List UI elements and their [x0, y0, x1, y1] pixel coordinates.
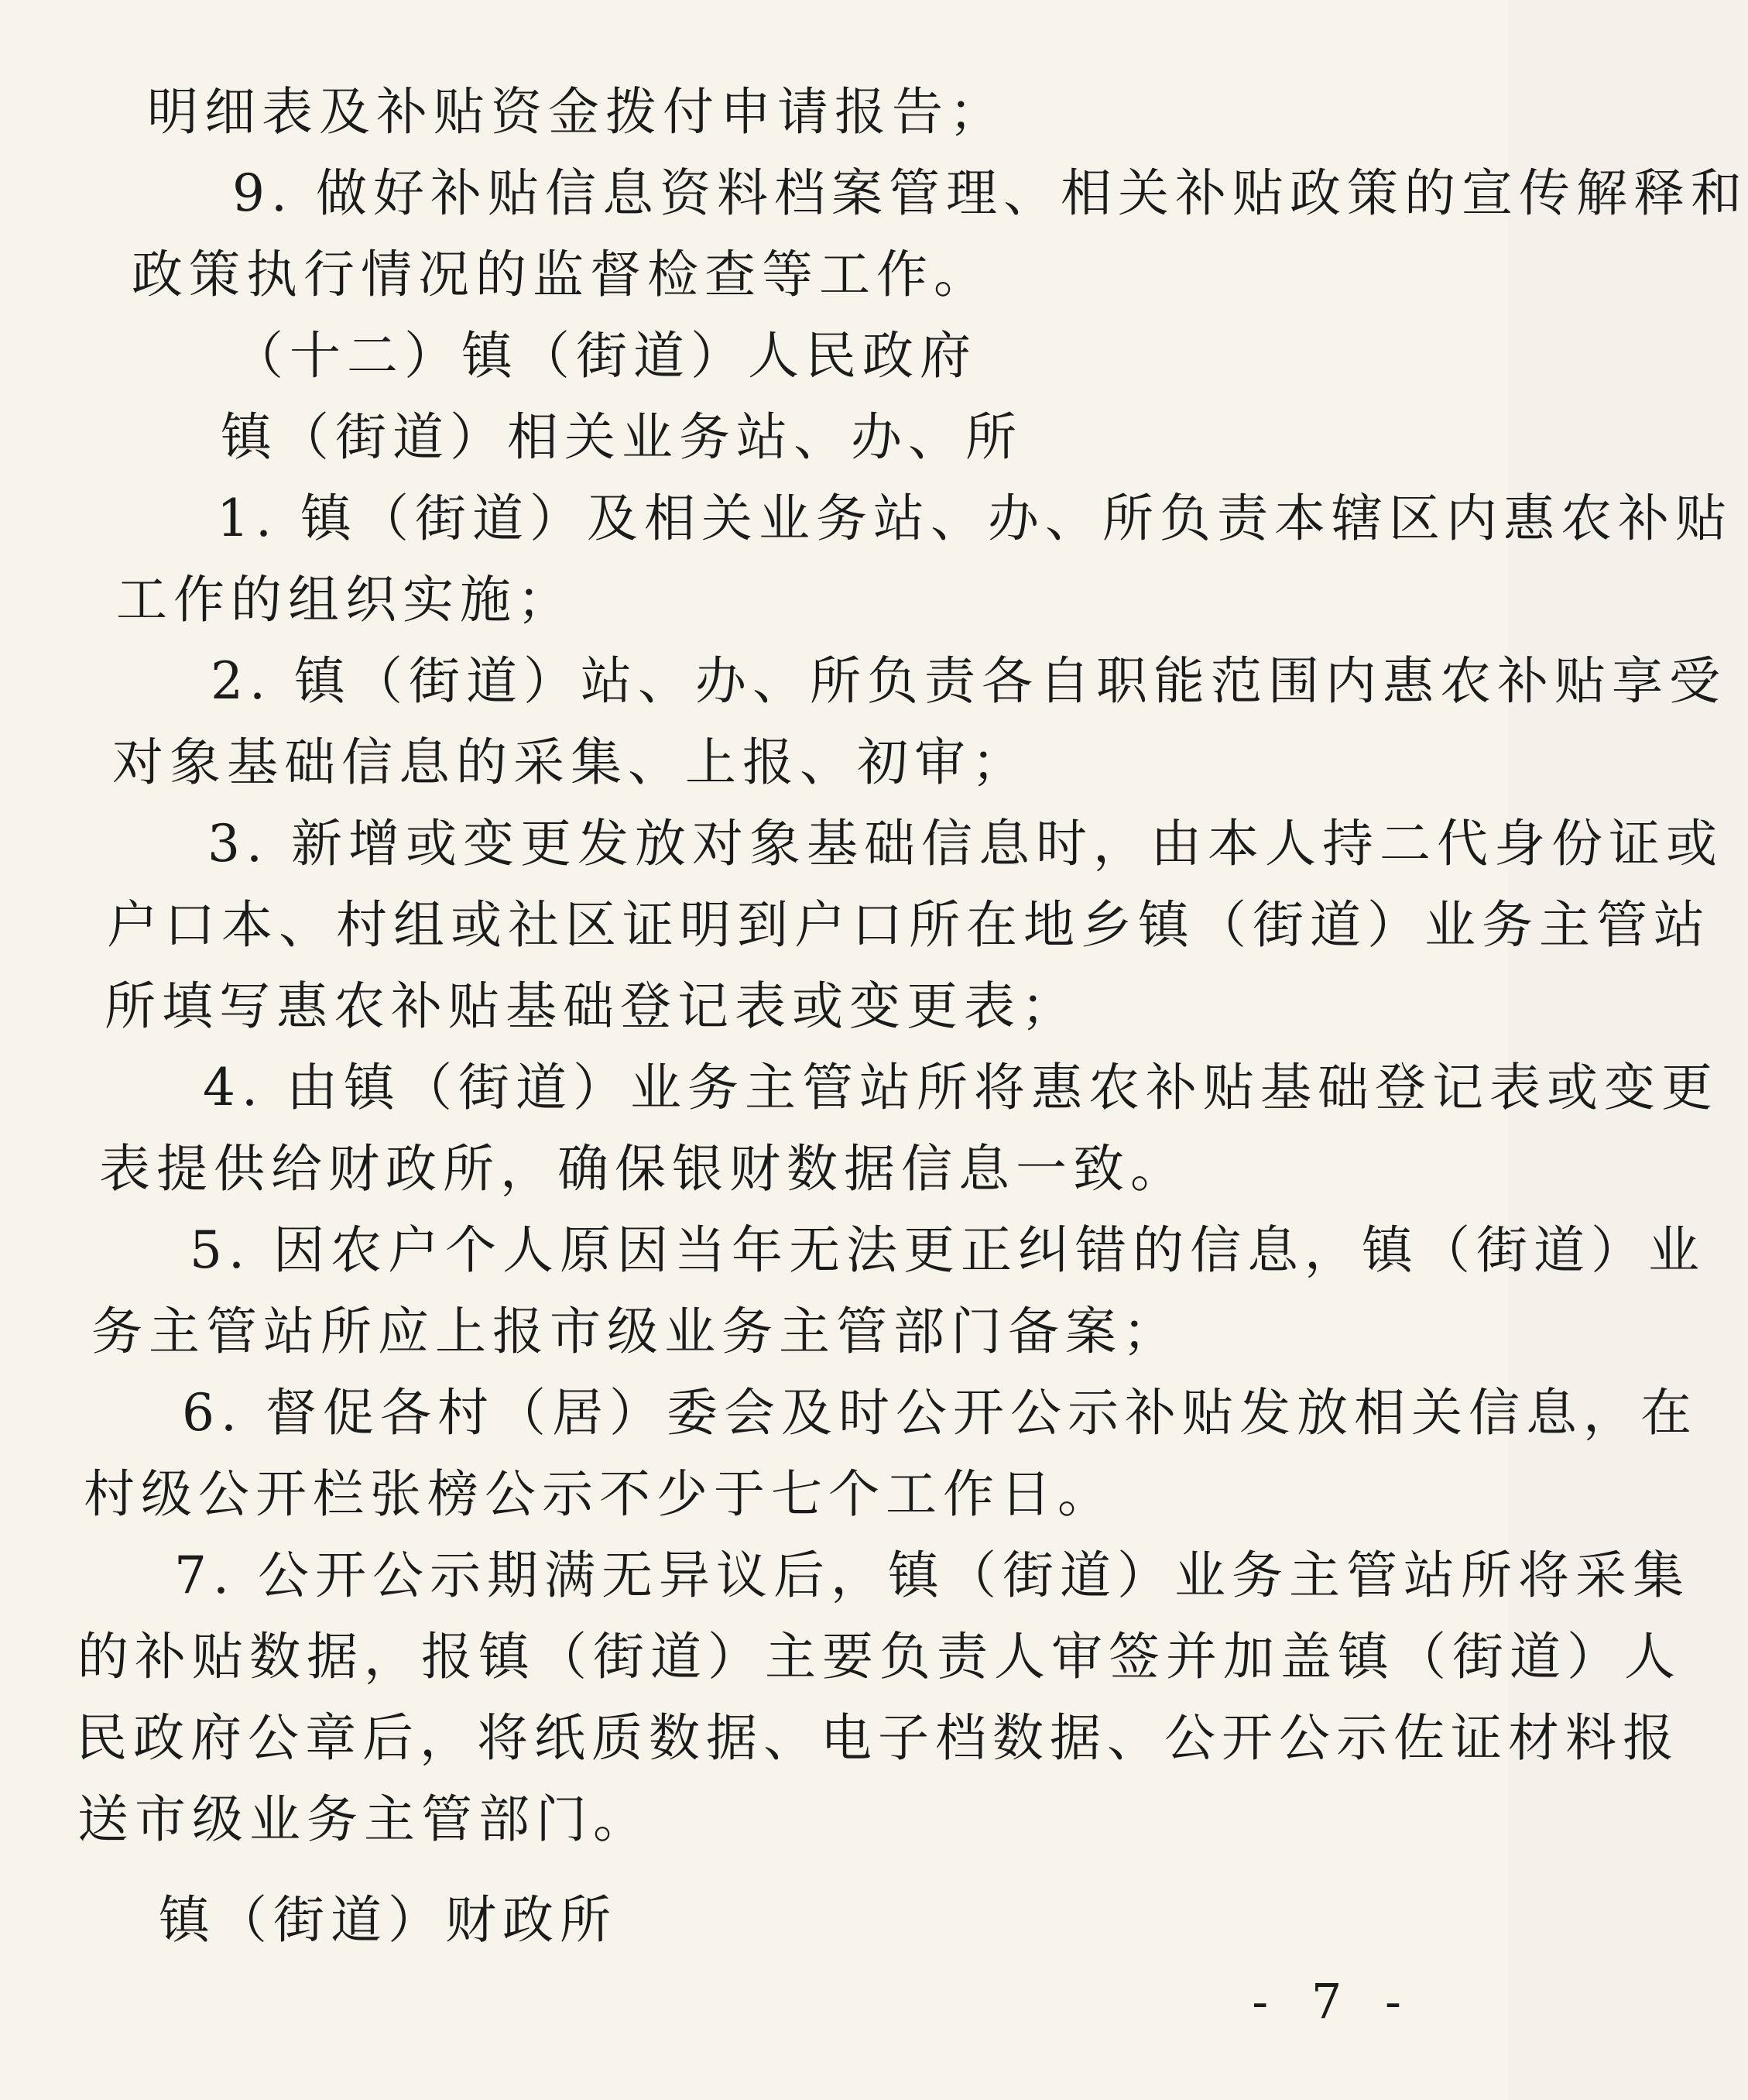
- text-line: 民政府公章后，将纸质数据、电子档数据、公开公示佐证材料报: [76, 1708, 1680, 1768]
- text-line: 工作的组织实施；: [116, 570, 574, 630]
- text-line: 对象基础信息的采集、上报、初审；: [112, 733, 1029, 792]
- text-line: 1. 镇（街道）及相关业务站、办、所负责本辖区内惠农补贴: [217, 489, 1733, 548]
- text-line: 送市级业务主管部门。: [77, 1789, 650, 1849]
- text-line: 9. 做好补贴信息资料档案管理、相关补贴政策的宣传解释和: [232, 163, 1748, 223]
- text-line: 户口本、村组或社区证明到户口所在地乡镇（街道）业务主管站: [107, 895, 1711, 955]
- text-line: 表提供给财政所，确保银财数据信息一致。: [99, 1139, 1188, 1199]
- section-heading: （十二）镇（街道）人民政府: [232, 326, 977, 386]
- text-line: 5. 因农户个人原因当年无法更正纠错的信息，镇（街道）业: [190, 1220, 1705, 1280]
- text-line: 所填写惠农补贴基础登记表或变更表；: [105, 976, 1078, 1036]
- text-line: 4. 由镇（街道）业务主管站所将惠农补贴基础登记表或变更: [203, 1058, 1719, 1117]
- text-line: 村级公开栏张榜公示不少于七个工作日。: [84, 1464, 1115, 1524]
- text-line: 7. 公开公示期满无异议后，镇（街道）业务主管站所将采集: [174, 1546, 1690, 1605]
- text-line: 6. 督促各村（居）委会及时公开公示补贴发放相关信息，在: [182, 1383, 1698, 1443]
- text-line: 2. 镇（街道）站、办、所负责各自职能范围内惠农补贴享受: [211, 651, 1726, 711]
- page-number: - 7 -: [1252, 1973, 1415, 2030]
- text-line: 明细表及补贴资金拨付申请报告；: [147, 82, 1006, 142]
- text-line: 政策执行情况的监督检查等工作。: [132, 245, 991, 304]
- subsection-heading: 镇（街道）相关业务站、办、所: [221, 407, 1023, 467]
- text-line: 的补贴数据，报镇（街道）主要负责人审签并加盖镇（街道）人: [77, 1627, 1681, 1687]
- text-line: 3. 新增或变更发放对象基础信息时，由本人持二代身份证或: [207, 814, 1723, 873]
- text-line: 务主管站所应上报市级业务主管部门备案；: [91, 1302, 1180, 1361]
- subsection-heading: 镇（街道）财政所: [159, 1890, 617, 1950]
